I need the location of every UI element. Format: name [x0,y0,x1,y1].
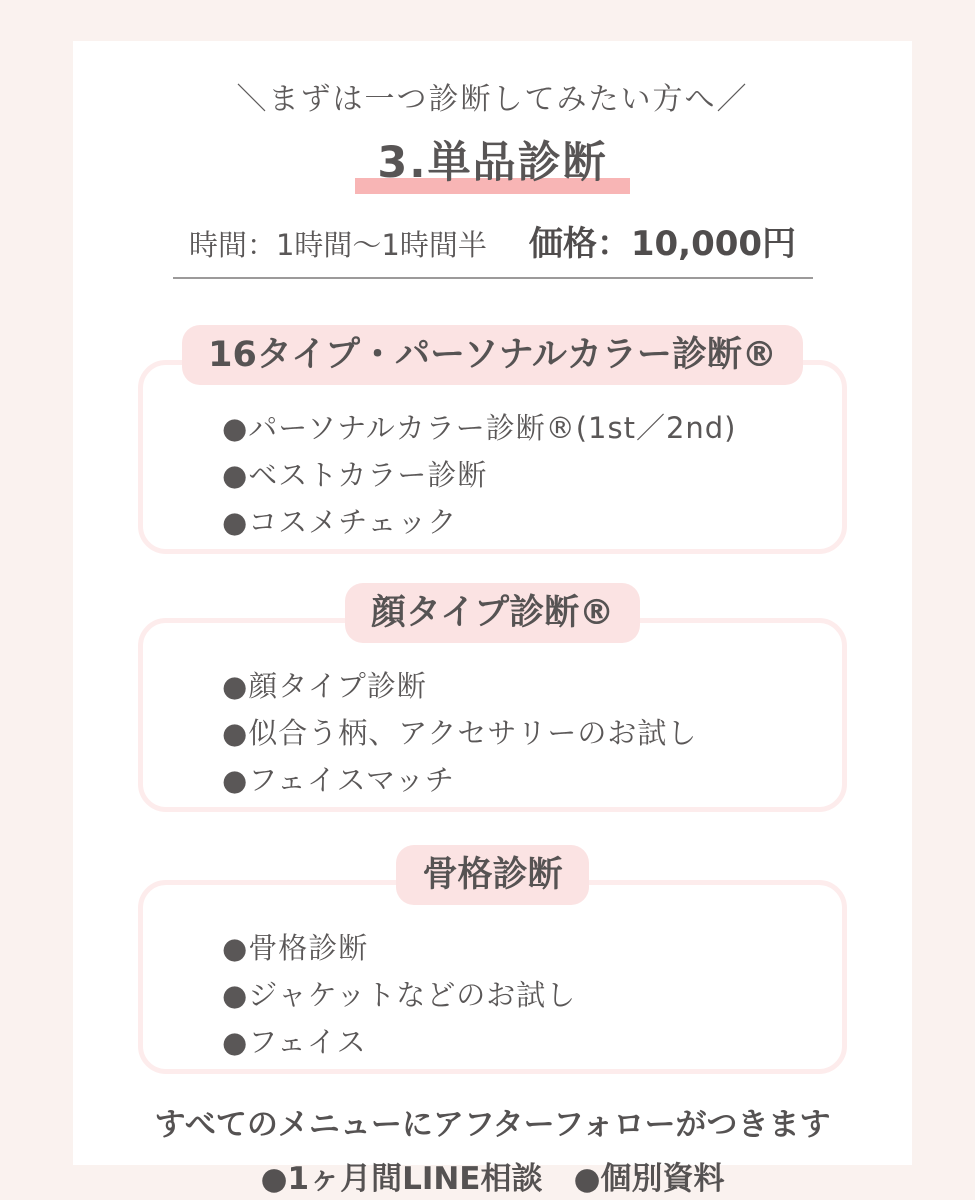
menu-item: ●フェイスマッチ [222,763,455,797]
section-box [138,618,847,812]
menu-item: ●パーソナルカラー診断®(1st／2nd) [222,411,737,445]
page-title-wrap [377,129,607,190]
price-text: 価格：10,000円 [528,224,797,264]
tagline: ＼まずは一つ診断してみたい方へ／ [236,82,749,117]
footer-note: すべてのメニューにアフターフォローがつきます [154,1107,831,1143]
section-title-pill: 顔タイプ診断® [345,583,640,643]
menu-item: ●コスメチェック [222,505,458,539]
section-skeletal [73,845,912,1074]
section-box [138,880,847,1074]
section-box [138,360,847,554]
page-title: 3.単品診断 [377,138,608,188]
section-title-pill: 骨格診断 [396,845,588,905]
duration-text: 時間：1時間～1時間半 [188,228,487,262]
menu-item: ●フェイス [222,1025,367,1059]
menu-item: ●似合う柄、アクセサリーのお試し [222,716,698,750]
menu-item: ●ジャケットなどのお試し [222,978,577,1012]
menu-card [73,41,912,1197]
menu-item: ●骨格診断 [222,931,369,965]
section-personal-color [73,325,912,554]
info-row [189,216,796,265]
section-face-type [73,583,912,812]
menu-item: ●ベストカラー診断 [222,458,488,492]
section-title-pill: 16タイプ・パーソナルカラー診断® [182,325,803,385]
divider-line [173,277,813,279]
footer-benefits: ●1ヶ月間LINE相談 ●個別資料 [260,1161,725,1197]
menu-item: ●顔タイプ診断 [222,669,427,703]
